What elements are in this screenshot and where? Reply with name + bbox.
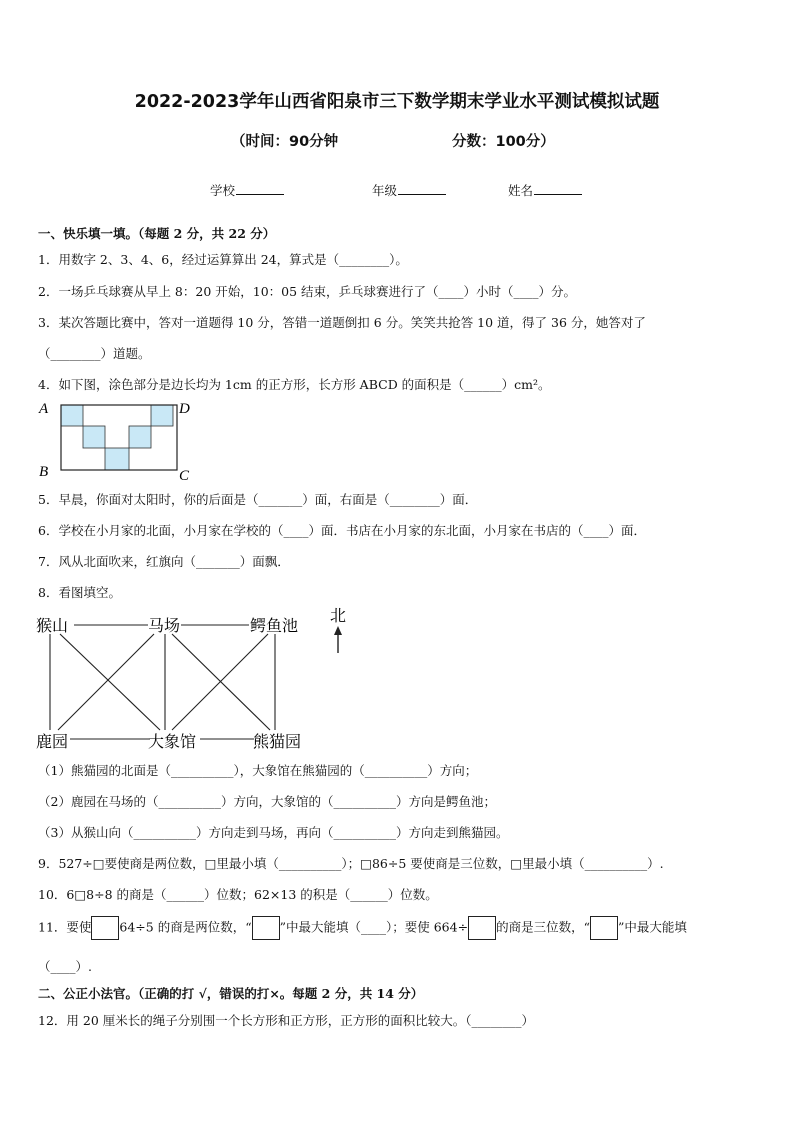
q11-part-a: 11．要使 bbox=[38, 919, 92, 935]
question-11 bbox=[38, 916, 687, 940]
question-6: 6．学校在小月家的北面，小月家在学校的（____）面．书店在小月家的东北面，小月家在书店的（____）面． bbox=[38, 523, 646, 538]
exam-score: 分数：100分） bbox=[452, 134, 555, 150]
q11-box-3[interactable] bbox=[468, 916, 496, 940]
q11-part-e: ”中最大能填 bbox=[617, 919, 687, 935]
q11-box-2[interactable] bbox=[252, 916, 280, 940]
question-8: 8．看图填空。 bbox=[38, 585, 121, 600]
grade-label: 年级 bbox=[372, 183, 398, 198]
name-label: 姓名 bbox=[508, 183, 534, 198]
map-label-houshan: 猴山 bbox=[36, 616, 69, 635]
name-field[interactable] bbox=[508, 181, 582, 199]
question-8-1: （1）熊猫园的北面是（__________），大象馆在熊猫园的（__________）方向； bbox=[38, 763, 478, 778]
question-12: 12．用 20 厘米长的绳子分别围一个长方形和正方形，正方形的面积比较大。（________） bbox=[38, 1013, 535, 1028]
exam-time: （时间：90分钟 bbox=[231, 134, 339, 150]
north-label: 北 bbox=[330, 606, 347, 625]
question-8-2: （2）鹿园在马场的（__________）方向，大象馆的（__________）方向是鳄鱼池； bbox=[38, 794, 496, 809]
question-10: 10．6□8÷8 的商是（______）位数；62×13 的积是（______）位数。 bbox=[38, 887, 438, 902]
zoo-map-figure bbox=[36, 606, 356, 756]
question-2: 2．一场乒乓球赛从早上 8：20 开始，10：05 结束，乒乓球赛进行了（____）小时（____）分。 bbox=[38, 284, 577, 299]
school-blank[interactable] bbox=[236, 182, 284, 195]
q11-part-c: ”中最大能填（____）；要使 664÷ bbox=[279, 919, 469, 935]
label-a: A bbox=[39, 401, 49, 417]
question-1: 1．用数字 2、3、4、6，经过运算算出 24，算式是（________）。 bbox=[38, 252, 408, 267]
map-label-luyuan: 鹿园 bbox=[36, 732, 69, 751]
map-label-eyuchi: 鳄鱼池 bbox=[250, 616, 299, 635]
name-blank[interactable] bbox=[534, 182, 582, 195]
map-paths bbox=[50, 625, 275, 739]
label-b: B bbox=[39, 464, 49, 480]
section2-heading: 二、公正小法官。（正确的打 √，错误的打×。每题 2 分，共 14 分） bbox=[38, 986, 424, 1001]
map-label-machang: 马场 bbox=[148, 616, 181, 635]
q11-part-d: 的商是三位数，“ bbox=[496, 919, 590, 935]
question-9: 9．527÷□要使商是两位数，□里最小填（__________）；□86÷5 要使商是三位数，□里最小填（__________）. bbox=[38, 856, 664, 871]
question-7: 7．风从北面吹来，红旗向（_______）面飘． bbox=[38, 554, 290, 569]
page-title: 2022-2023学年山西省阳泉市三下数学期末学业水平测试模拟试题 bbox=[134, 92, 660, 112]
q11-box-4[interactable] bbox=[590, 916, 618, 940]
q11-box-1[interactable] bbox=[91, 916, 119, 940]
q11-part-b: 64÷5 的商是两位数，“ bbox=[119, 919, 252, 935]
question-3-line1: 3．某次答题比赛中，答对一道题得 10 分，答错一道题倒扣 6 分。笑笑共抢答 10 道，得了 36 分，她答对了 bbox=[38, 315, 646, 330]
question-8-3: （3）从猴山向（__________）方向走到马场，再向（__________）方向走到熊猫园。 bbox=[38, 825, 509, 840]
north-arrow-icon bbox=[334, 626, 342, 653]
shaded-squares bbox=[61, 405, 173, 470]
label-d: D bbox=[179, 401, 190, 417]
grade-field[interactable] bbox=[372, 181, 446, 199]
map-label-daxiangguan: 大象馆 bbox=[148, 732, 197, 751]
rectangle-abcd-figure bbox=[36, 396, 206, 482]
map-label-xiongmaoyuan: 熊猫园 bbox=[253, 732, 302, 751]
school-field[interactable] bbox=[210, 181, 284, 199]
question-5: 5．早晨，你面对太阳时，你的后面是（_______）面，右面是（________）面． bbox=[38, 492, 478, 507]
question-11-cont: （____）. bbox=[38, 959, 92, 974]
section1-heading: 一、快乐填一填。（每题 2 分，共 22 分） bbox=[38, 226, 276, 241]
grade-blank[interactable] bbox=[398, 182, 446, 195]
question-3-line2: （________）道题。 bbox=[38, 346, 151, 361]
question-4: 4．如下图，涂色部分是边长均为 1cm 的正方形，长方形 ABCD 的面积是（______）cm²。 bbox=[38, 377, 551, 392]
school-label: 学校 bbox=[210, 183, 236, 198]
label-c: C bbox=[179, 468, 190, 482]
